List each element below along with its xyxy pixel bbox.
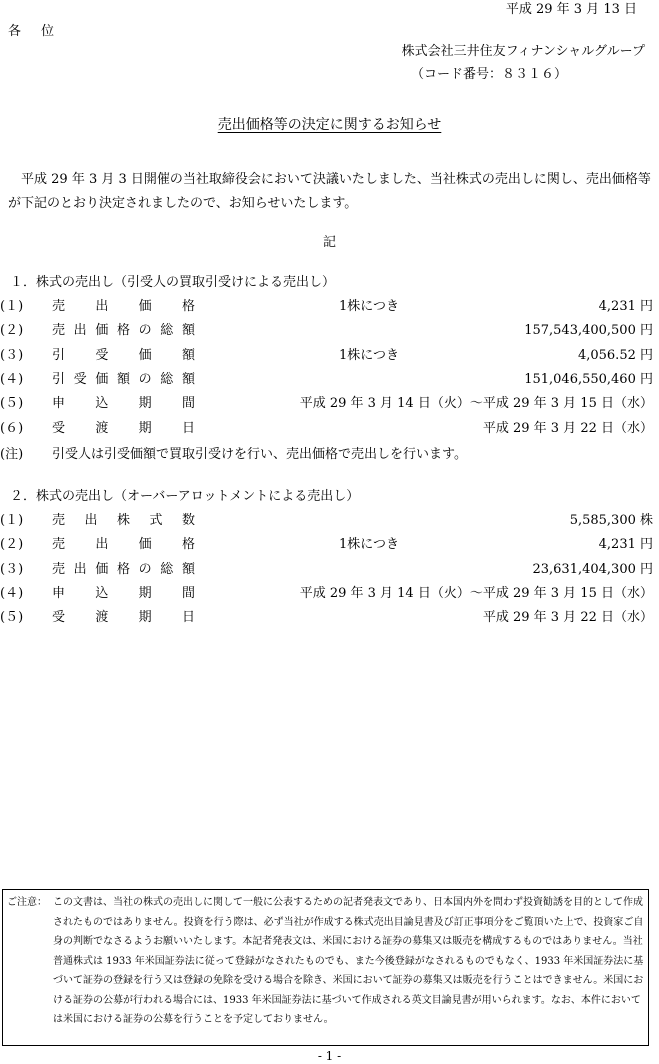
item-number: (６): [0, 420, 24, 436]
item-label-char: 売: [52, 323, 66, 339]
item-value: 157,543,400,500 円: [524, 323, 653, 339]
document-title-text: 売出価格等の決定に関するお知らせ: [217, 117, 442, 133]
item-label-char: 売: [52, 299, 66, 314]
item-label-char: 価: [95, 371, 109, 387]
intro-paragraph: [8, 168, 656, 216]
page-number: - 1 -: [317, 1049, 342, 1063]
item-number: (５): [0, 610, 24, 626]
item-label-char: 引: [52, 371, 66, 387]
item-label-char: 受: [52, 420, 66, 436]
item-number: (１): [0, 299, 24, 314]
item-label-char: 数: [181, 513, 195, 528]
item-label-char: 格: [116, 323, 130, 339]
item-label: [52, 587, 195, 600]
item-label-char: 引: [52, 347, 66, 363]
item-value: 平成 29 年 3 月 14 日（火）～平成 29 年 3 月 15 日（水）: [299, 396, 653, 412]
ki-marker: 記: [322, 235, 336, 250]
item-number: (４): [0, 585, 24, 601]
item-label-char: 受: [95, 347, 109, 363]
item-number: (４): [0, 371, 24, 387]
item-label-char: 額: [181, 561, 195, 577]
item-label: [52, 373, 195, 386]
intro-text: 平成 29 年 3 月 3 日開催の当社取締役会において決議いたしました、当社株式の売出しに関し、売出価格等が下記のとおり決定されましたので、お知らせいたします。: [8, 172, 651, 211]
item-label-char: 出: [73, 323, 87, 339]
item-label-char: 額: [181, 347, 195, 363]
note-text: 引受人は引受価額で買取引受けを行い、売出価格で売出しを行います。: [52, 446, 467, 462]
item-unit-note: 1株につき: [339, 537, 400, 553]
item-label-char: 価: [95, 323, 109, 339]
item-label: [52, 422, 195, 435]
item-label-char: 期: [138, 396, 152, 412]
item-value: 151,046,550,460 円: [524, 371, 653, 387]
item-value: 5,585,300 株: [569, 513, 653, 528]
item-label-char: 期: [138, 420, 152, 436]
disclaimer-box: [2, 889, 649, 1046]
section-heading: ２．株式の売出し（オーバーアロットメントによる売出し）: [10, 489, 360, 504]
addressee: 各位: [8, 24, 75, 39]
item-label-char: 価: [95, 561, 109, 577]
item-label: [52, 611, 195, 624]
item-label-char: 総: [160, 561, 174, 577]
item-value: 4,056.52 円: [577, 347, 653, 363]
document-date: 平成 29 年 3 月 13 日: [505, 2, 637, 17]
item-unit-note: 1株につき: [339, 299, 400, 314]
item-number: (３): [0, 347, 24, 363]
item-label-char: 出: [95, 299, 109, 314]
item-unit-note: 1株につき: [339, 347, 400, 363]
item-label-char: 格: [181, 299, 195, 314]
item-label-char: 額: [181, 323, 195, 339]
item-number: (２): [0, 323, 24, 339]
item-value: 平成 29 年 3 月 22 日（水）: [482, 610, 653, 626]
securities-code: （コード番号：８３１６）: [410, 67, 567, 82]
item-label: [52, 324, 195, 337]
item-label-char: 式: [149, 513, 163, 528]
item-label: [52, 514, 195, 527]
item-label-char: 日: [181, 610, 195, 626]
item-label-char: 間: [181, 396, 195, 412]
item-label-char: 出: [84, 513, 98, 528]
item-label-char: 込: [95, 585, 109, 601]
item-label-char: 込: [95, 396, 109, 412]
item-label-char: 総: [160, 323, 174, 339]
item-label-char: 売: [52, 561, 66, 577]
item-label-char: 申: [52, 585, 66, 601]
item-number: (２): [0, 537, 24, 553]
item-label-char: 額: [181, 371, 195, 387]
item-label-char: の: [138, 323, 152, 339]
item-label-char: の: [138, 561, 152, 577]
section-heading: １．株式の売出し（引受人の買取引受けによる売出し）: [10, 275, 336, 290]
item-label-char: 売: [52, 513, 66, 528]
item-label-char: 格: [181, 537, 195, 553]
item-label-char: 格: [116, 561, 130, 577]
item-value: 4,231 円: [598, 299, 653, 314]
item-label-char: 期: [138, 610, 152, 626]
item-value: 23,631,404,300 円: [532, 561, 653, 577]
item-number: (３): [0, 561, 24, 577]
item-label-char: 出: [73, 561, 87, 577]
item-label-char: 間: [181, 585, 195, 601]
item-label-char: 売: [52, 537, 66, 553]
item-label-char: 受: [52, 610, 66, 626]
item-value: 平成 29 年 3 月 14 日（火）～平成 29 年 3 月 15 日（水）: [299, 585, 653, 601]
item-label-char: 価: [138, 299, 152, 314]
item-label-char: 出: [95, 537, 109, 553]
item-label-char: 期: [138, 585, 152, 601]
disclaimer-heading: ご注意：: [7, 897, 47, 908]
item-label-char: 価: [138, 347, 152, 363]
document-title: [0, 118, 659, 132]
company-name: 株式会社三井住友フィナンシャルグループ: [401, 44, 645, 59]
disclaimer-text: この文書は、当社の株式の売出しに関して一般に公表するための記者発表文であり、日本国内外を問わず投資勧誘を目的として作成されたものではありません。投資を行う際は、必ず当社が作成する株式売出目論見書及び訂正事項分をご覧頂いた上で、投資家ご自身の判断でなさるようお願いいたします。本記者発表文は、米国における証券の募集又は販売を構成するものではありません。当社普通株式は 1933 年米国証券法に従って登録がなされたものでも、また今後登録がなされるものでもなく、1933 年米国証券法に基づいて証券の登録を行う又は登録の免除を受ける場合を除き、米国において証券の募集又は販売を行うことはできません。米国における証券の公募が行われる場合には、1933 年米国証券法に基づいて作成される英文目論見書が用いられます。なお、本件においては米国における証券の公募を行うことを予定しておりません。: [53, 897, 644, 1025]
item-label: [52, 397, 195, 410]
item-number: (１): [0, 513, 24, 528]
item-label-char: 総: [160, 371, 174, 387]
item-value: 4,231 円: [598, 537, 653, 553]
item-number: (５): [0, 396, 24, 412]
note-marker: (注): [0, 446, 24, 462]
item-label-char: の: [138, 371, 152, 387]
item-label-char: 株: [116, 513, 130, 528]
item-label-char: 申: [52, 396, 66, 412]
item-label: [52, 349, 195, 362]
item-label: [52, 538, 195, 551]
item-value: 平成 29 年 3 月 22 日（水）: [482, 420, 653, 436]
item-label-char: 受: [73, 371, 87, 387]
item-label: [52, 300, 195, 313]
item-label-char: 渡: [95, 420, 109, 436]
item-label-char: 渡: [95, 610, 109, 626]
item-label-char: 日: [181, 420, 195, 436]
item-label-char: 価: [138, 537, 152, 553]
item-label-char: 額: [116, 371, 130, 387]
item-label: [52, 563, 195, 576]
